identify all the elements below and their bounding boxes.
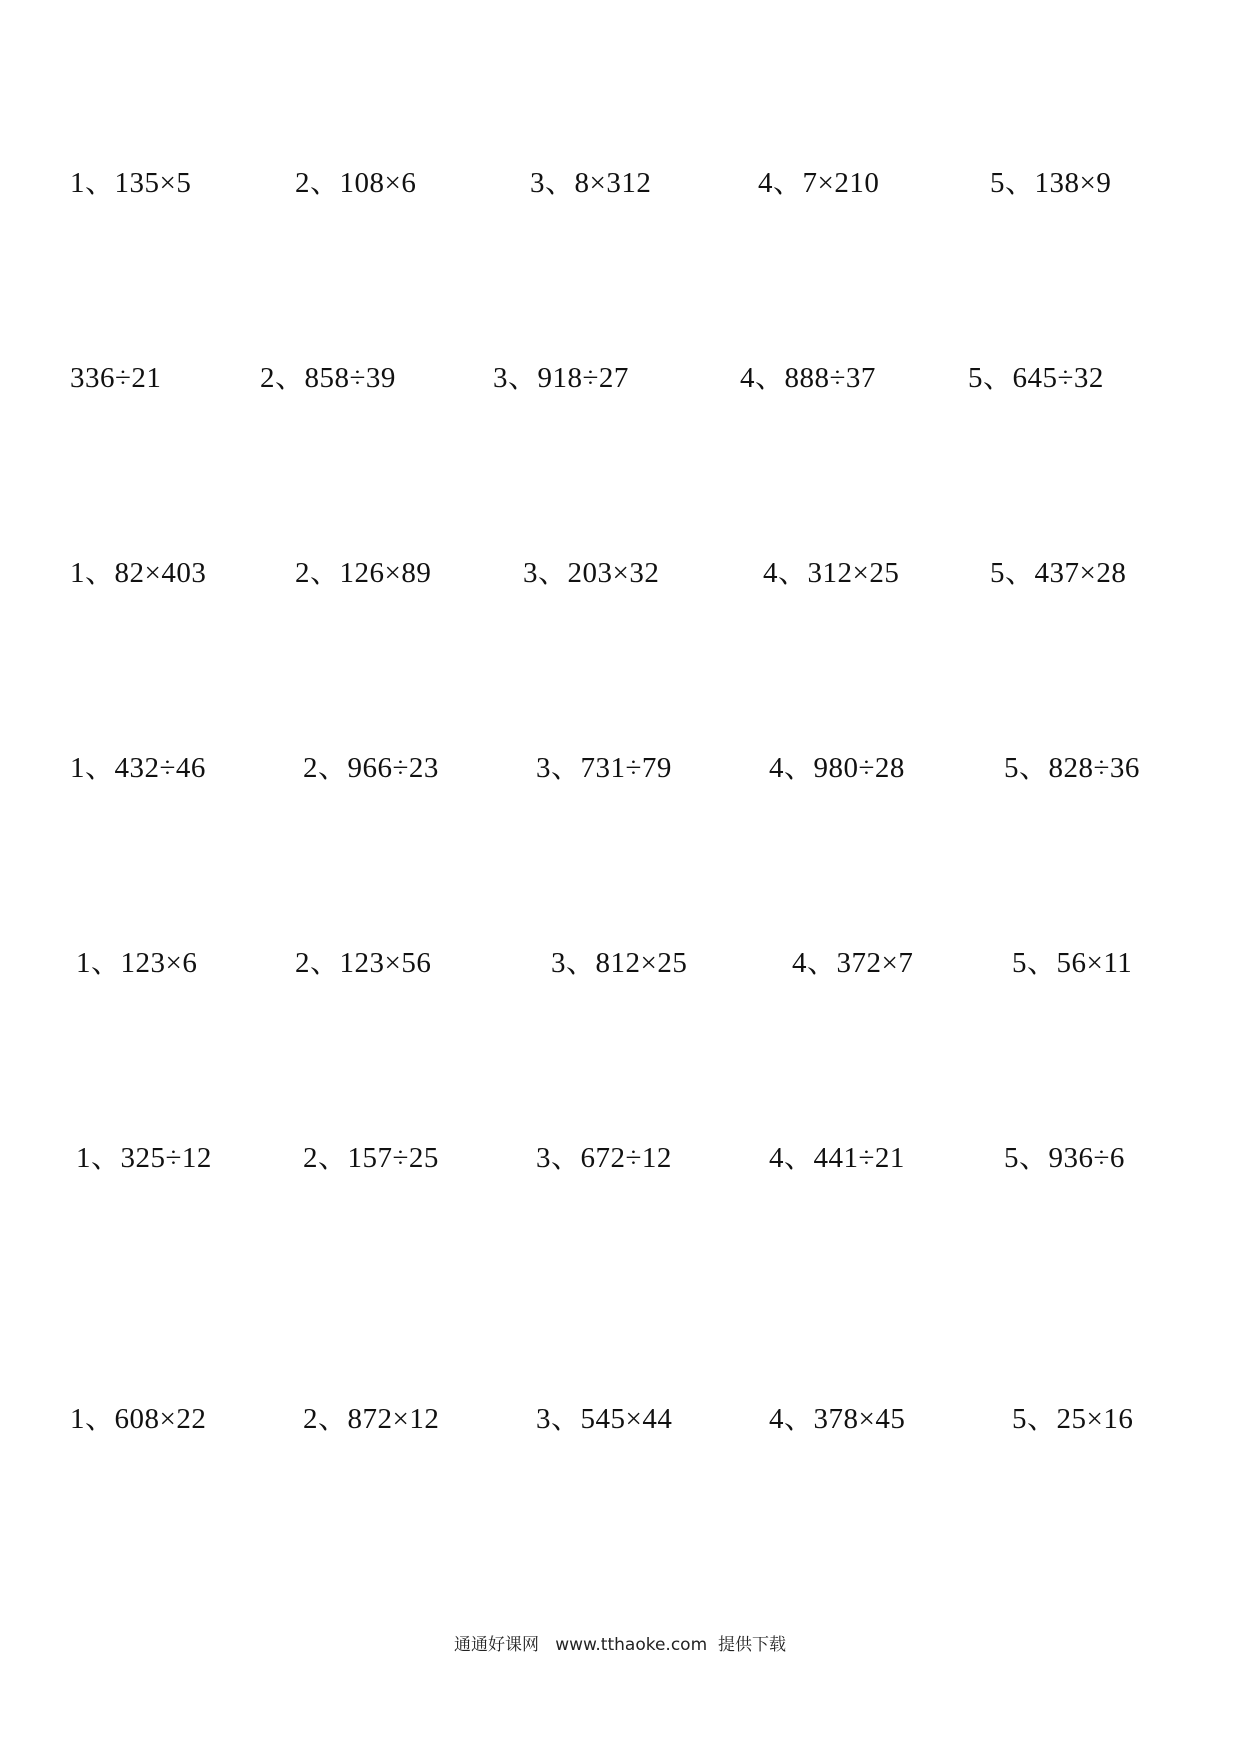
problem: 3、812×25 — [551, 947, 688, 979]
problem: 5、936÷6 — [1004, 1142, 1125, 1174]
problem-row-5 — [0, 938, 1240, 988]
page-footer — [0, 1630, 1240, 1660]
problem: 336÷21 — [70, 362, 162, 394]
problem: 2、123×56 — [295, 947, 432, 979]
problem: 2、966÷23 — [303, 752, 439, 784]
problem: 4、980÷28 — [769, 752, 905, 784]
footer-site-name: 通通好课网 — [454, 1635, 540, 1655]
problem-row-4 — [0, 743, 1240, 793]
problem: 3、545×44 — [536, 1403, 673, 1435]
footer-url: www.tthaoke.com — [555, 1635, 708, 1655]
problem: 5、56×11 — [1012, 947, 1133, 979]
problem: 2、108×6 — [295, 167, 417, 199]
problem: 3、8×312 — [530, 167, 652, 199]
problem: 5、645÷32 — [968, 362, 1104, 394]
problem: 2、157÷25 — [303, 1142, 439, 1174]
problem: 4、888÷37 — [740, 362, 876, 394]
problem: 1、325÷12 — [76, 1142, 212, 1174]
problem: 2、126×89 — [295, 557, 432, 589]
problem: 3、731÷79 — [536, 752, 672, 784]
problem: 3、672÷12 — [536, 1142, 672, 1174]
problem: 1、432÷46 — [70, 752, 206, 784]
problem-row-2 — [0, 353, 1240, 403]
problem: 1、123×6 — [76, 947, 198, 979]
problem-row-7 — [0, 1394, 1240, 1444]
problem: 1、82×403 — [70, 557, 207, 589]
problem: 5、25×16 — [1012, 1403, 1134, 1435]
problem: 5、138×9 — [990, 167, 1112, 199]
problem: 1、608×22 — [70, 1403, 207, 1435]
problem: 2、872×12 — [303, 1403, 440, 1435]
problem: 2、858÷39 — [260, 362, 396, 394]
problem: 3、918÷27 — [493, 362, 629, 394]
footer-suffix: 提供下载 — [717, 1635, 786, 1655]
problem: 4、312×25 — [763, 557, 900, 589]
problem: 3、203×32 — [523, 557, 660, 589]
problem: 4、372×7 — [792, 947, 914, 979]
problem: 4、378×45 — [769, 1403, 906, 1435]
problem-row-1 — [0, 158, 1240, 208]
problem: 4、7×210 — [758, 167, 880, 199]
problem-row-3 — [0, 548, 1240, 598]
problem: 5、437×28 — [990, 557, 1127, 589]
problem-row-6 — [0, 1133, 1240, 1183]
problem: 1、135×5 — [70, 167, 192, 199]
problem: 4、441÷21 — [769, 1142, 905, 1174]
problem: 5、828÷36 — [1004, 752, 1140, 784]
